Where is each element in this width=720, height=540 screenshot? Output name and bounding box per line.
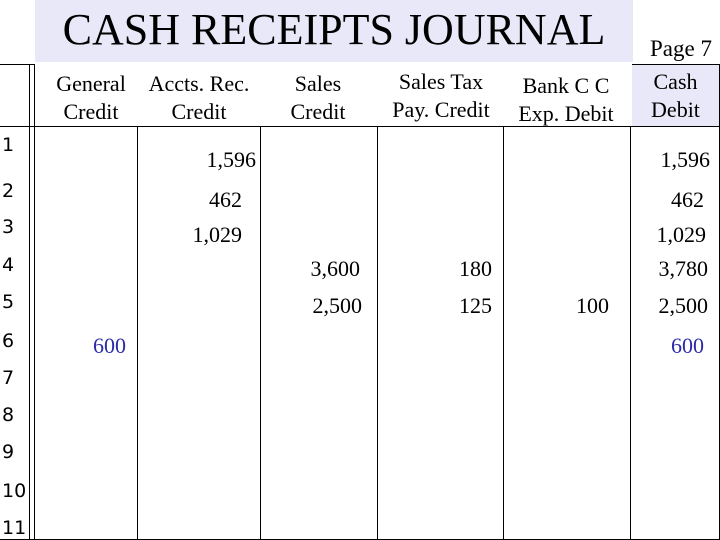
row-number: 10 (2, 480, 27, 502)
header-cash-debit: Cash Debit (651, 69, 700, 122)
row-number: 9 (2, 441, 15, 463)
entry-accts-rec: 1,596 (206, 147, 256, 172)
row-number: 2 (2, 180, 15, 202)
row-number: 11 (2, 517, 27, 539)
rule-rownum (29, 64, 30, 540)
entry-sales-tax: 125 (459, 293, 492, 318)
entry-cash: 1,596 (660, 147, 710, 172)
rule-col-2 (260, 126, 261, 540)
row-number: 7 (2, 367, 15, 389)
journal-title: CASH RECEIPTS JOURNAL (62, 5, 606, 54)
entry-sales: 3,600 (310, 256, 360, 281)
rule-col-3 (377, 126, 378, 540)
entry-general: 600 (93, 333, 126, 358)
row-number: 8 (2, 404, 15, 426)
entry-cash: 3,780 (658, 256, 708, 281)
row-number: 4 (2, 254, 15, 276)
entry-accts-rec: 1,029 (192, 222, 242, 247)
page-number: Page 7 (650, 36, 712, 61)
header-sales-credit: Sales Credit (290, 71, 346, 124)
entry-cash: 462 (671, 187, 704, 212)
header-general-credit: General Credit (56, 71, 126, 124)
entry-cash: 600 (671, 333, 704, 358)
rule-rownum-double (34, 64, 35, 540)
rule-header-bottom (0, 126, 720, 127)
entry-accts-rec: 462 (209, 187, 242, 212)
entry-cash: 2,500 (658, 293, 708, 318)
entry-bank-cc: 100 (576, 293, 609, 318)
header-accts-rec-credit: Accts. Rec. Credit (148, 71, 250, 124)
entry-sales-tax: 180 (459, 256, 492, 281)
header-sales-tax-pay-credit: Sales Tax Pay. Credit (392, 69, 490, 122)
row-number: 3 (2, 216, 15, 238)
entry-cash: 1,029 (656, 222, 706, 247)
rule-col-1 (137, 126, 138, 540)
row-number: 1 (2, 134, 15, 156)
row-number: 6 (2, 330, 15, 352)
rule-top-right (632, 64, 720, 65)
entry-sales: 2,500 (312, 293, 362, 318)
row-number: 5 (2, 291, 15, 313)
rule-col-4 (503, 126, 504, 540)
header-bank-cc-exp-debit: Bank C C Exp. Debit (518, 73, 614, 126)
